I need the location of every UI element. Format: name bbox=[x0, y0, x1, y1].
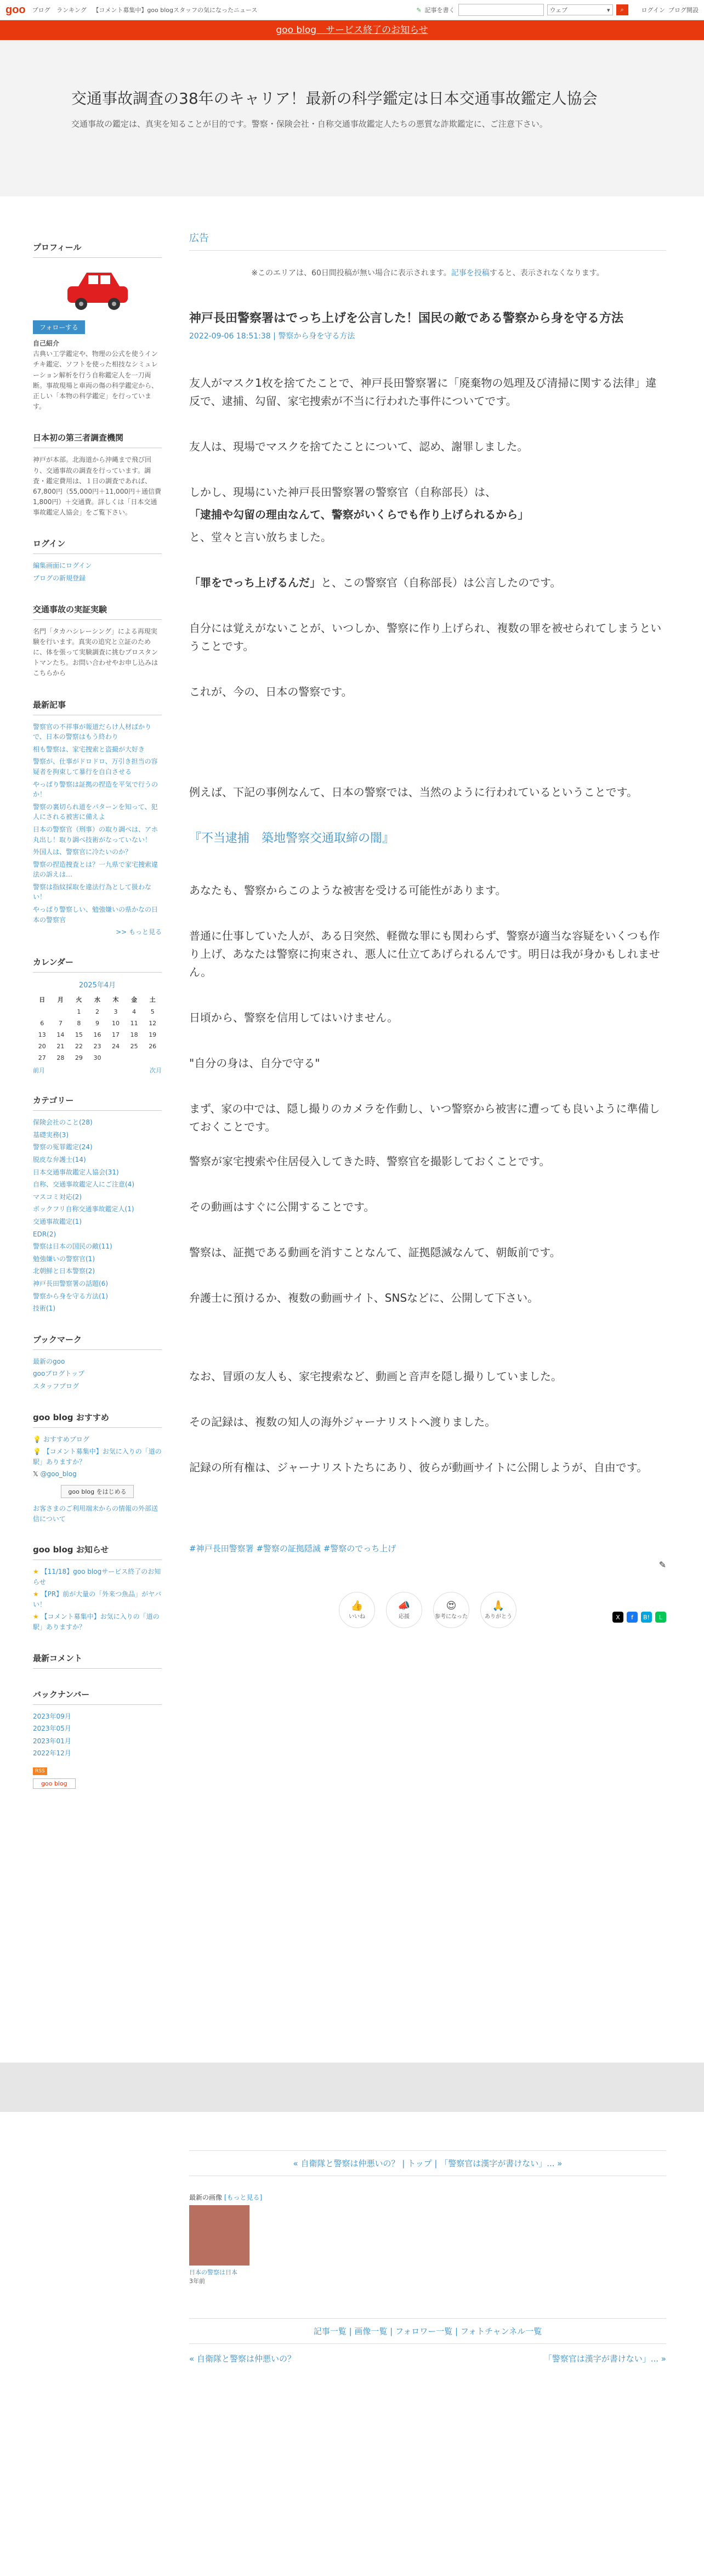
profile-avatar bbox=[33, 264, 162, 316]
calendar-day: 13 bbox=[38, 1031, 46, 1039]
service-notice-link[interactable]: goo blog サービス終了のお知らせ bbox=[276, 25, 428, 36]
next-post-link[interactable]: 「警察官は漢字が書けない」... » bbox=[440, 2159, 563, 2168]
recent-more-link[interactable]: >> もっと見る bbox=[116, 928, 162, 936]
category-link[interactable]: 保険会社のこと(28) bbox=[33, 1118, 93, 1127]
sidebar bbox=[33, 241, 162, 1809]
calendar-day: 28 bbox=[56, 1054, 65, 1062]
ad-note: ※このエリアは、60日間投稿が無い場合に表示されます。記事を投稿すると、表示されなくなります。 bbox=[251, 269, 604, 278]
reaction-helpful-button[interactable]: 😍 参考になった bbox=[433, 1592, 469, 1628]
blog-header bbox=[0, 40, 704, 196]
category-link[interactable]: 警察は日本の国民の敵(11) bbox=[33, 1242, 112, 1251]
bulb-icon: 💡 bbox=[33, 1435, 41, 1443]
calendar-section bbox=[33, 956, 162, 1075]
login-link[interactable]: ログイン bbox=[641, 7, 665, 14]
login-section bbox=[33, 538, 162, 583]
recent-comments-heading: 最新コメント bbox=[33, 1652, 162, 1669]
bottom-prev-link[interactable]: « 自衛隊と警察は仲悪いの？ bbox=[189, 2354, 296, 2364]
top-link-blog[interactable]: ブログ bbox=[32, 7, 50, 14]
goo-blog-badge[interactable]: goo blog bbox=[33, 1778, 76, 1789]
share-buttons bbox=[189, 1612, 666, 1623]
backnumber-link[interactable]: 2023年09月 bbox=[33, 1712, 71, 1720]
bookmark-link[interactable]: スタッフブログ bbox=[33, 1382, 80, 1390]
calendar-day: 2 bbox=[95, 1008, 99, 1016]
tag-link[interactable]: #警察の証拠隠滅 bbox=[256, 1544, 321, 1554]
recent-article-link[interactable]: やっぱり警察しい、勉強嫌いの県かなの日本の警察官 bbox=[33, 906, 158, 924]
post-paragraph: "自分の身は、自分で守る" bbox=[189, 1057, 320, 1070]
post-body bbox=[189, 374, 666, 1477]
calendar-day: 6 bbox=[40, 1020, 44, 1027]
prev-post-link[interactable]: « 自衛隊と警察は仲悪いの？ bbox=[293, 2159, 400, 2168]
post-paragraph: まず、家の中では、隠し撮りのカメラを作動し、いつ警察から被害に遭っても良いように準備しておくことです。 bbox=[189, 1102, 660, 1134]
external-info-link[interactable]: お客さまのご利用端末からの情報の外部送信について bbox=[33, 1504, 158, 1523]
notices-section bbox=[33, 1544, 162, 1632]
post-article-link-inline[interactable]: 記事を投稿 bbox=[451, 269, 490, 278]
calendar-heading: カレンダー bbox=[33, 956, 162, 973]
post-quote: 「逮捕や勾留の理由なんて、警察がいくらでも作り上げられるから」 bbox=[189, 508, 529, 521]
calendar-month: 2025年4月 bbox=[78, 981, 116, 990]
calendar-next-link[interactable]: 次月 bbox=[150, 1067, 162, 1075]
calendar-day-header: 火 bbox=[76, 996, 82, 1004]
recent-article-link[interactable]: やっぱり警察は証拠の捏造を平気で行うのか！ bbox=[33, 780, 158, 799]
bookmark-heading: ブックマーク bbox=[33, 1334, 162, 1350]
ad-label: 広告 bbox=[189, 230, 666, 251]
category-link[interactable]: マスコミ対応(2) bbox=[33, 1193, 82, 1201]
top-links bbox=[32, 5, 262, 14]
post-paragraph: 友人がマスク1枚を捨てたことで、神戸長田警察署に「廃棄物の処理及び清掃に関する法律」違反で、逮捕、勾留、家宅捜索が不当に行われた事件についてです。 bbox=[189, 376, 657, 408]
category-list bbox=[33, 1117, 162, 1314]
post-date: 2022-09-06 18:51:38 bbox=[189, 332, 271, 341]
post-paragraph: 警察は、証拠である動画を消すことなんて、証拠隠滅なんて、朝飯前です。 bbox=[189, 1246, 561, 1259]
category-link[interactable]: 技術(1) bbox=[33, 1304, 55, 1313]
category-link[interactable]: 交通事故鑑定(1) bbox=[33, 1218, 82, 1225]
calendar-table bbox=[33, 993, 162, 1064]
start-blog-button[interactable]: goo blog をはじめる bbox=[61, 1485, 133, 1498]
search-icon: ⌕ bbox=[620, 6, 624, 13]
backnumber-link[interactable]: 2023年01月 bbox=[33, 1737, 71, 1745]
calendar-day: 9 bbox=[95, 1020, 99, 1027]
calendar-day-header: 日 bbox=[39, 996, 46, 1004]
reaction-thanks-button[interactable]: 🙏 ありがとう bbox=[480, 1592, 516, 1628]
chevron-down-icon: ▾ bbox=[607, 6, 610, 14]
post-paragraph: 自分には覚えがないことが、いつしか、警察に作り上げられ、複数の罪を被せられてしまうということです。 bbox=[189, 622, 662, 653]
post-paragraph: 記録の所有権は、ジャーナリストたちにあり、彼らが動画サイトに公開しようが、自由です。 bbox=[189, 1461, 648, 1475]
reaction-cheer-button[interactable]: 📣 応援 bbox=[386, 1592, 422, 1628]
photo-channel-link[interactable]: フォトチャンネル一覧 bbox=[460, 2326, 542, 2336]
calendar-day bbox=[33, 1006, 52, 1018]
blog-title[interactable]: 交通事故調査の38年のキャリア！最新の科学鑑定は日本交通事故鑑定人協会 bbox=[71, 89, 598, 108]
cases-text: 名門「タカハシレーシング」による再現実験を行います。真実の追究と立証のために、体を張って実験調査に挑むプロスタントマンたち。お問い合わせやお申し込みはこちらから bbox=[33, 627, 158, 677]
recent-article-link[interactable]: 警察の裏切られ道をパターンを知って、犯人にされる被害に備えよ bbox=[33, 803, 158, 821]
post-paragraph: その動画はすぐに公開することです。 bbox=[189, 1200, 375, 1214]
recommend-link[interactable]: 💡 おすすめブログ bbox=[33, 1435, 89, 1443]
post-paragraph: 警察が家宅捜索や住居侵入してきた時、警察官を撮影しておくことです。 bbox=[189, 1155, 550, 1168]
thumb-caption[interactable]: 日本の警察は日本 bbox=[189, 2269, 237, 2276]
calendar-day-header: 土 bbox=[149, 996, 156, 1004]
cheer-icon: 📣 bbox=[398, 1600, 411, 1612]
search-button[interactable] bbox=[616, 4, 628, 15]
category-link[interactable]: 北朝鮮と日本警察(2) bbox=[33, 1267, 95, 1275]
calendar-day: 21 bbox=[56, 1043, 65, 1050]
profile-section bbox=[33, 241, 162, 412]
calendar-day: 29 bbox=[75, 1054, 83, 1062]
recent-images-label: 最新の画像 bbox=[189, 2194, 223, 2201]
recommend-heading: goo blog おすすめ bbox=[33, 1411, 162, 1428]
recent-article-link[interactable]: 相も警察は、家宅捜索と盗撮が大好き bbox=[33, 745, 145, 753]
backnumber-heading: バックナンバー bbox=[33, 1688, 162, 1705]
notice-link[interactable]: ★ 【11/18】goo blogサービス終了のお知らせ bbox=[33, 1568, 161, 1586]
post-paragraph: と、堂々と言い放ちました。 bbox=[189, 530, 332, 544]
category-link[interactable]: 神戸長田警察署の話題(6) bbox=[33, 1279, 108, 1287]
reaction-like-button[interactable]: 👍 いいね bbox=[339, 1592, 375, 1628]
like-icon: 👍 bbox=[350, 1600, 364, 1612]
bottom-next-link[interactable]: 「警察官は漢字が書けない」... » bbox=[543, 2354, 666, 2364]
tag-link[interactable]: #警察のでっち上げ bbox=[323, 1544, 396, 1554]
recommend-section bbox=[33, 1411, 162, 1524]
post-paragraph: 弁護士に預けるか、複数の動画サイト、SNSなどに、公開して下さい。 bbox=[189, 1291, 539, 1305]
calendar-day: 18 bbox=[130, 1031, 138, 1039]
recent-article-link[interactable]: 警察の捏造捜査とは？一九県で家宅捜索違法の訴えは… bbox=[33, 860, 158, 879]
post-category-link[interactable]: 警察から身を守る方法 bbox=[278, 332, 355, 341]
calendar-day: 1 bbox=[77, 1008, 81, 1016]
thanks-icon: 🙏 bbox=[492, 1600, 505, 1612]
calendar-day-header: 金 bbox=[131, 996, 138, 1004]
calendar-day: 8 bbox=[77, 1020, 81, 1027]
rss-icon[interactable]: RSS bbox=[33, 1767, 47, 1775]
recent-list bbox=[33, 722, 162, 925]
calendar-day bbox=[106, 1052, 125, 1064]
hatena-share-icon[interactable]: B! bbox=[641, 1612, 652, 1623]
calendar-day: 23 bbox=[93, 1043, 101, 1050]
thumb-date: 3年前 bbox=[189, 2278, 205, 2285]
tag-link[interactable]: #神戸長田警察署 bbox=[189, 1544, 254, 1554]
reaction-buttons bbox=[189, 1592, 666, 1628]
cases-section bbox=[33, 603, 162, 679]
calendar-day: 14 bbox=[56, 1031, 65, 1039]
post-paragraph: その記録は、複数の知人の海外ジャーナリストへ渡りました。 bbox=[189, 1415, 496, 1429]
post-nav: « 自衛隊と警察は仲悪いの？ | トップ | 「警察官は漢字が書けない」... » bbox=[189, 2150, 666, 2176]
calendar-day: 20 bbox=[38, 1043, 46, 1050]
calendar-day: 12 bbox=[149, 1020, 157, 1027]
backnumber-link[interactable]: 2023年05月 bbox=[33, 1725, 71, 1733]
service-notice-bar bbox=[0, 20, 704, 40]
article-list-link[interactable]: 記事一覧 bbox=[313, 2326, 347, 2336]
bookmark-link[interactable]: 最新のgoo bbox=[33, 1357, 65, 1365]
recent-section bbox=[33, 699, 162, 937]
calendar-prev-link[interactable]: 前月 bbox=[33, 1067, 45, 1075]
post-paragraph: これが、今の、日本の警察です。 bbox=[189, 685, 353, 698]
post-meta: 2022-09-06 18:51:38 | 警察から身を守る方法 bbox=[189, 332, 355, 341]
category-heading: カテゴリー bbox=[33, 1094, 162, 1111]
footer-links: 記事一覧 | 画像一覧 | フォロワー一覧 | フォトチャンネル一覧 bbox=[189, 2318, 666, 2344]
category-link[interactable]: 脱皮な弁護士(14) bbox=[33, 1156, 86, 1164]
calendar-day: 17 bbox=[112, 1031, 120, 1039]
notice-link[interactable]: ★ 【コメント募集中】お気に入りの「道の駅」ありますか？ bbox=[33, 1613, 160, 1631]
top-link[interactable]: トップ bbox=[407, 2159, 432, 2168]
related-article-link[interactable]: 『不当逮捕 築地警察交通取締の闇』 bbox=[189, 832, 395, 845]
calendar-day: 25 bbox=[130, 1043, 138, 1050]
calendar-day: 27 bbox=[38, 1054, 46, 1062]
calendar-day bbox=[52, 1006, 70, 1018]
calendar-day: 19 bbox=[149, 1031, 157, 1039]
cases-heading: 交通事故の実証実験 bbox=[33, 603, 162, 620]
post-article-link[interactable]: 記事を書く bbox=[424, 7, 455, 14]
star-icon: ★ bbox=[33, 1590, 39, 1598]
recommend-link[interactable]: 𝕏 @goo_blog bbox=[33, 1470, 77, 1478]
recent-article-link[interactable]: 警察が、仕事がドロドロ、万引き担当の容疑者を拘束して暴行を自白させる bbox=[33, 758, 158, 776]
calendar-day-header: 水 bbox=[94, 996, 100, 1004]
x-share-icon[interactable]: X bbox=[612, 1612, 623, 1623]
calendar-day-header: 月 bbox=[57, 996, 64, 1004]
category-link[interactable]: 基礎実務(3) bbox=[33, 1131, 69, 1139]
line-share-icon[interactable]: L bbox=[655, 1612, 666, 1623]
image-list-link[interactable]: 画像一覧 bbox=[354, 2326, 388, 2336]
main-content bbox=[189, 230, 666, 1623]
backnumber-link[interactable]: 2022年12月 bbox=[33, 1749, 71, 1758]
recent-images-more-link[interactable]: [もっと見る] bbox=[224, 2194, 263, 2201]
first-test-text: 神戸が本部。北海道から沖縄まで飛び回り、交通事故の調査を行っています。調査・鑑定費用は、１日の調査であれば、67,800円（55,000円＋11,000円＋通信費1,800円）＋交通費。詳しくは「日本交通事故鑑定人協会」をご覧下さい。 bbox=[33, 456, 161, 517]
profile-intro-label: 自己紹介 bbox=[33, 340, 60, 347]
post-paragraph: なお、冒頭の友人も、家宅捜索など、動画と音声を隠し撮りしていました。 bbox=[189, 1370, 562, 1383]
calendar-day: 4 bbox=[132, 1008, 137, 1016]
register-link[interactable]: ブログ開設 bbox=[668, 7, 699, 14]
category-link[interactable]: 勉強嫌いの警察官(1) bbox=[33, 1255, 95, 1263]
recommend-link[interactable]: 💡 【コメント募集中】お気に入りの「道の駅」ありますか？ bbox=[33, 1448, 162, 1466]
calendar-day: 30 bbox=[93, 1054, 101, 1062]
follower-list-link[interactable]: フォロワー一覧 bbox=[395, 2326, 453, 2336]
post-paragraph: 例えば、下記の事例なんて、日本の警察では、当然のように行われているということです。 bbox=[189, 786, 638, 799]
recent-comments-section bbox=[33, 1652, 162, 1669]
bulb-icon: 💡 bbox=[33, 1448, 41, 1456]
star-icon: ★ bbox=[33, 1568, 39, 1576]
first-test-heading: 日本初の第三者調査機関 bbox=[33, 432, 162, 448]
top-right bbox=[416, 4, 699, 16]
recent-heading: 最新記事 bbox=[33, 699, 162, 715]
login-edit-link[interactable]: 編集画面にログイン bbox=[33, 562, 92, 570]
bookmark-link[interactable]: gooブログトップ bbox=[33, 1370, 84, 1378]
post-paragraph: 普通に仕事していた人が、ある日突然、軽微な罪にも関わらず、警察が適当な容疑をいくつも作り上げ、あなたは警察に拘束され、悪人に仕立てあげられるんです。明日は我が身かもしれません。 bbox=[189, 929, 660, 979]
ad-band bbox=[0, 2063, 704, 2112]
post-paragraph: あなたも、警察からこのような被害を受ける可能性があります。 bbox=[189, 884, 507, 897]
post-tags bbox=[189, 1543, 666, 1554]
category-section bbox=[33, 1094, 162, 1314]
calendar-day: 10 bbox=[112, 1020, 120, 1027]
category-link[interactable]: EDR(2) bbox=[33, 1230, 56, 1238]
recent-article-link[interactable]: 警察官の不祥事が報道だらけ人材ばかりで、日本の警察はもう終わり bbox=[33, 722, 152, 741]
star-icon: ★ bbox=[33, 1613, 39, 1621]
search-scope-select[interactable] bbox=[547, 4, 613, 15]
calendar-day: 26 bbox=[149, 1043, 157, 1050]
x-icon: 𝕏 bbox=[33, 1470, 38, 1478]
post-title[interactable]: 神戸長田警察署はでっち上げを公言した！国民の敵である警察から身を守る方法 bbox=[189, 312, 624, 325]
post-paragraph: 「罪をでっち上げるんだ」と、この警察官（自称部長）は公言したのです。 bbox=[189, 576, 561, 589]
category-link[interactable]: ボックフリ自称交通事故鑑定人(1) bbox=[33, 1205, 134, 1213]
calendar-day bbox=[125, 1052, 144, 1064]
login-heading: ログイン bbox=[33, 538, 162, 554]
top-link-news[interactable]: 【コメント募集中】goo blogスタッフの気になったニュース bbox=[93, 7, 258, 14]
notices-heading: goo blog お知らせ bbox=[33, 1544, 162, 1560]
category-link[interactable]: 日本交通事故鑑定人協会(31) bbox=[33, 1168, 119, 1176]
category-link[interactable]: 警察の冤罪鑑定(24) bbox=[33, 1143, 93, 1151]
calendar-day: 16 bbox=[93, 1031, 101, 1039]
profile-heading: プロフィール bbox=[33, 241, 162, 258]
blog-register-link[interactable]: ブログの新規登録 bbox=[33, 574, 86, 583]
post-paragraph: 友人は、現場でマスクを捨てたことについて、認め、謝罪しました。 bbox=[189, 440, 529, 453]
calendar-day: 11 bbox=[130, 1020, 138, 1027]
calendar-day-header: 木 bbox=[112, 996, 119, 1004]
recent-article-link[interactable]: 外国人は、警察官に冷たいのか？ bbox=[33, 848, 132, 856]
calendar-day: 3 bbox=[113, 1008, 118, 1016]
pen-icon: ✎ bbox=[416, 6, 422, 14]
helpful-icon: 😍 bbox=[446, 1600, 457, 1612]
calendar-day: 5 bbox=[150, 1008, 155, 1016]
search-input[interactable] bbox=[458, 4, 544, 16]
edit-icon[interactable]: ✎ bbox=[658, 1560, 666, 1571]
category-link[interactable]: 自称、交通事故鑑定人にご注意(4) bbox=[33, 1180, 134, 1189]
recent-image-thumb[interactable] bbox=[189, 2205, 249, 2266]
calendar-day: 24 bbox=[112, 1043, 120, 1050]
recent-article-link[interactable]: 日本の警察官（刑事）の取り調べは、アホ丸出し！取り調べ技術がなっていない！ bbox=[33, 825, 158, 844]
bookmark-section bbox=[33, 1334, 162, 1392]
post-footer bbox=[189, 2150, 666, 2364]
first-test-section bbox=[33, 432, 162, 518]
post-paragraph: 日頃から、警察を信用してはいけません。 bbox=[189, 1011, 399, 1025]
top-link-ranking[interactable]: ランキング bbox=[56, 7, 87, 14]
profile-intro: 古典い工学鑑定や、物理の公式を使うインチキ鑑定、ソフトを使った相技なシミュレーション解析を行う自称鑑定人を一刀両断。事故現場と車両の傷の科学鑑定から、正しい「本物の科学鑑定」を行っています。 bbox=[33, 350, 158, 411]
backnumber-section bbox=[33, 1688, 162, 1789]
category-link[interactable]: 警察から身を守る方法(1) bbox=[33, 1292, 108, 1300]
post-paragraph: しかし、現場にいた神戸長田警察署の警察官（自称部長）は、 bbox=[189, 485, 496, 499]
follow-button[interactable]: フォローする bbox=[33, 320, 85, 334]
calendar-day: 7 bbox=[58, 1020, 63, 1027]
recent-article-link[interactable]: 警察は指紋採取を違法行為として扱わない！ bbox=[33, 883, 152, 901]
calendar-day bbox=[143, 1052, 162, 1064]
calendar-day: 22 bbox=[75, 1043, 83, 1050]
search-scope-value: ウェブ bbox=[549, 7, 568, 14]
notice-link[interactable]: ★ 【PR】前が大量の「外来つ魚品」がヤバい！ bbox=[33, 1590, 162, 1608]
calendar-day: 15 bbox=[75, 1031, 83, 1039]
blog-description: 交通事故の鑑定は、真実を知ることが目的です。警察・保険会社・自称交通事故鑑定人たちの悪質な詐欺鑑定に、ご注意下さい。 bbox=[71, 119, 548, 129]
goo-logo[interactable]: goo bbox=[5, 3, 26, 16]
car-icon bbox=[62, 264, 133, 314]
top-bar bbox=[0, 0, 704, 20]
facebook-share-icon[interactable]: f bbox=[627, 1612, 638, 1623]
